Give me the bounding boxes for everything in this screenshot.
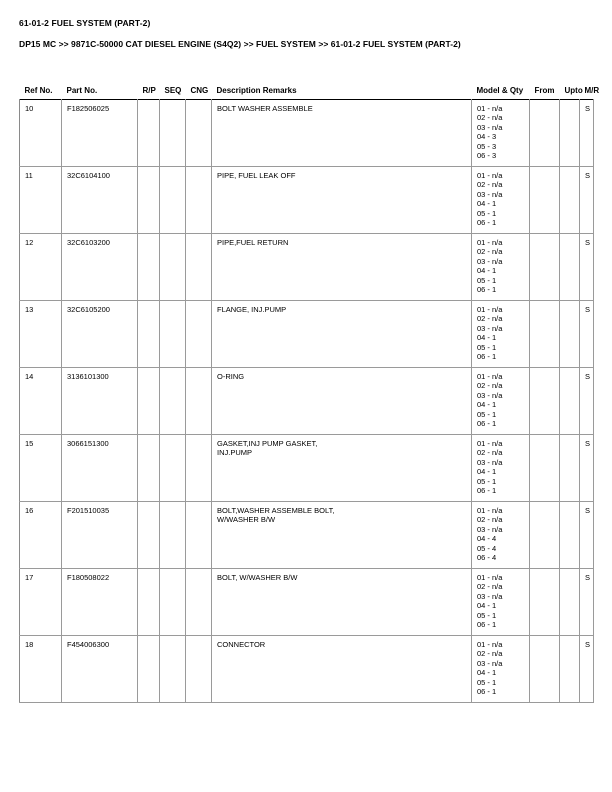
cell-description — [212, 234, 472, 301]
table-header-row — [20, 86, 594, 100]
table-row — [20, 502, 594, 569]
cell-from — [530, 368, 560, 435]
cell-ref-no: 14 — [20, 368, 62, 435]
cell-model-qty-line: 01 - n/a — [477, 506, 503, 515]
cell-description-line: FLANGE, INJ.PUMP — [217, 305, 287, 314]
table-row — [20, 301, 594, 368]
cell-ref-no: 11 — [20, 167, 62, 234]
cell-seq — [160, 368, 186, 435]
cell-model-qty-line: 01 - n/a — [477, 171, 503, 180]
column-header-part-no: Part No. — [66, 86, 98, 95]
column-header-mr: M/R — [584, 86, 600, 95]
cell-description — [212, 502, 472, 569]
cell-upto — [560, 100, 580, 167]
cell-ref-no: 15 — [20, 435, 62, 502]
cell-model-qty-line: 02 - n/a — [477, 381, 503, 391]
cell-cng — [186, 502, 212, 569]
table-body — [20, 100, 594, 703]
cell-part-no: 3136101300 — [62, 368, 138, 435]
cell-part-no: F201510035 — [62, 502, 138, 569]
cell-model-qty-line: 03 - n/a — [477, 189, 503, 199]
column-header-model-qty: Model & Qty — [476, 86, 524, 95]
cell-description — [212, 435, 472, 502]
cell-upto — [560, 435, 580, 502]
cell-description — [212, 100, 472, 167]
cell-model-qty-line: 02 - n/a — [477, 582, 503, 592]
cell-upto — [560, 167, 580, 234]
cell-ref-no: 12 — [20, 234, 62, 301]
cell-model-qty — [472, 100, 530, 167]
cell-model-qty-line: 01 - n/a — [477, 104, 503, 113]
cell-from — [530, 502, 560, 569]
cell-cng — [186, 167, 212, 234]
cell-model-qty — [472, 569, 530, 636]
cell-description-line: PIPE,FUEL RETURN — [217, 238, 289, 247]
cell-model-qty-line: 03 - n/a — [477, 591, 503, 601]
cell-model-qty-line: 04 - 3 — [477, 132, 497, 142]
cell-upto — [560, 636, 580, 703]
cell-model-qty-line: 06 - 1 — [477, 419, 497, 429]
cell-mr: S — [580, 100, 594, 167]
cell-model-qty-line: 02 - n/a — [477, 448, 503, 458]
cell-model-qty — [472, 435, 530, 502]
cell-upto — [560, 502, 580, 569]
page-title: 61-01-2 FUEL SYSTEM (PART-2) — [19, 18, 151, 28]
cell-part-no: 32C6105200 — [62, 301, 138, 368]
cell-part-no: F182506025 — [62, 100, 138, 167]
cell-rp — [138, 234, 160, 301]
cell-model-qty-line: 04 - 1 — [477, 199, 497, 209]
cell-model-qty-line: 06 - 4 — [477, 553, 497, 563]
cell-model-qty-line: 02 - n/a — [477, 113, 503, 123]
cell-model-qty-line: 05 - 1 — [477, 476, 497, 486]
cell-seq — [160, 100, 186, 167]
cell-model-qty — [472, 234, 530, 301]
cell-model-qty — [472, 636, 530, 703]
cell-rp — [138, 435, 160, 502]
cell-rp — [138, 368, 160, 435]
cell-description-line: GASKET,INJ PUMP GASKET, — [217, 439, 318, 448]
cell-description-line: W/WASHER B/W — [217, 515, 276, 525]
cell-from — [530, 301, 560, 368]
table-row — [20, 167, 594, 234]
cell-model-qty-line: 03 - n/a — [477, 457, 503, 467]
cell-part-no: 32C6103200 — [62, 234, 138, 301]
cell-from — [530, 167, 560, 234]
cell-model-qty-line: 06 - 1 — [477, 687, 497, 697]
cell-ref-no: 17 — [20, 569, 62, 636]
cell-rp — [138, 100, 160, 167]
column-header-rp: R/P — [142, 86, 156, 95]
cell-part-no: F454006300 — [62, 636, 138, 703]
cell-description-line: CONNECTOR — [217, 640, 266, 649]
cell-from — [530, 569, 560, 636]
cell-rp — [138, 167, 160, 234]
cell-cng — [186, 100, 212, 167]
cell-seq — [160, 234, 186, 301]
column-header-description: Description Remarks — [216, 86, 297, 95]
cell-model-qty-line: 03 - n/a — [477, 524, 503, 534]
cell-model-qty — [472, 301, 530, 368]
column-header-from: From — [534, 86, 555, 95]
cell-part-no: F180508022 — [62, 569, 138, 636]
cell-description-line: BOLT,WASHER ASSEMBLE BOLT, — [217, 506, 335, 515]
cell-model-qty-line: 03 - n/a — [477, 658, 503, 668]
cell-model-qty-line: 03 - n/a — [477, 256, 503, 266]
cell-cng — [186, 435, 212, 502]
cell-description-line: O-RING — [217, 372, 245, 381]
table-row — [20, 435, 594, 502]
cell-from — [530, 435, 560, 502]
cell-ref-no: 18 — [20, 636, 62, 703]
cell-description — [212, 636, 472, 703]
cell-description-line: BOLT, W/WASHER B/W — [217, 573, 298, 582]
cell-ref-no: 16 — [20, 502, 62, 569]
cell-model-qty-line: 06 - 1 — [477, 352, 497, 362]
cell-seq — [160, 435, 186, 502]
cell-seq — [160, 301, 186, 368]
cell-rp — [138, 502, 160, 569]
cell-mr: S — [580, 636, 594, 703]
table-row — [20, 234, 594, 301]
cell-model-qty-line: 05 - 1 — [477, 409, 497, 419]
cell-model-qty-line: 04 - 1 — [477, 400, 497, 410]
table-row — [20, 569, 594, 636]
cell-description — [212, 368, 472, 435]
cell-cng — [186, 301, 212, 368]
cell-cng — [186, 234, 212, 301]
cell-model-qty — [472, 368, 530, 435]
cell-model-qty-line: 02 - n/a — [477, 247, 503, 257]
cell-model-qty-line: 05 - 1 — [477, 610, 497, 620]
cell-model-qty-line: 04 - 1 — [477, 333, 497, 343]
cell-mr: S — [580, 502, 594, 569]
cell-seq — [160, 502, 186, 569]
column-header-cng: CNG — [190, 86, 209, 95]
cell-seq — [160, 167, 186, 234]
cell-description — [212, 569, 472, 636]
cell-from — [530, 234, 560, 301]
cell-model-qty-line: 06 - 1 — [477, 218, 497, 228]
cell-model-qty — [472, 502, 530, 569]
cell-model-qty-line: 05 - 1 — [477, 677, 497, 687]
cell-rp — [138, 301, 160, 368]
cell-description-line: BOLT WASHER ASSEMBLE — [217, 104, 313, 113]
parts-table — [19, 86, 600, 703]
cell-model-qty-line: 03 - n/a — [477, 390, 503, 400]
cell-model-qty-line: 02 - n/a — [477, 180, 503, 190]
cell-mr: S — [580, 301, 594, 368]
cell-mr: S — [580, 167, 594, 234]
cell-seq — [160, 636, 186, 703]
cell-upto — [560, 234, 580, 301]
cell-cng — [186, 368, 212, 435]
cell-model-qty-line: 05 - 4 — [477, 543, 497, 553]
cell-model-qty-line: 02 - n/a — [477, 649, 503, 659]
cell-model-qty-line: 01 - n/a — [477, 439, 503, 448]
column-header-ref-no: Ref No. — [24, 86, 53, 95]
cell-model-qty-line: 05 - 1 — [477, 275, 497, 285]
cell-mr: S — [580, 234, 594, 301]
cell-upto — [560, 569, 580, 636]
table-row — [20, 100, 594, 167]
cell-model-qty-line: 04 - 1 — [477, 601, 497, 611]
cell-model-qty-line: 05 - 1 — [477, 342, 497, 352]
cell-mr: S — [580, 569, 594, 636]
cell-model-qty-line: 02 - n/a — [477, 515, 503, 525]
cell-model-qty-line: 03 - n/a — [477, 323, 503, 333]
cell-cng — [186, 569, 212, 636]
cell-model-qty-line: 01 - n/a — [477, 305, 503, 314]
cell-from — [530, 100, 560, 167]
column-header-seq: SEQ — [164, 86, 182, 95]
cell-model-qty — [472, 167, 530, 234]
cell-mr: S — [580, 368, 594, 435]
cell-model-qty-line: 03 - n/a — [477, 122, 503, 132]
cell-model-qty-line: 02 - n/a — [477, 314, 503, 324]
cell-upto — [560, 368, 580, 435]
cell-model-qty-line: 04 - 1 — [477, 266, 497, 276]
cell-description-line: PIPE, FUEL LEAK OFF — [217, 171, 296, 180]
cell-description — [212, 301, 472, 368]
cell-model-qty-line: 06 - 1 — [477, 620, 497, 630]
cell-model-qty-line: 06 - 1 — [477, 486, 497, 496]
cell-part-no: 32C6104100 — [62, 167, 138, 234]
table-row — [20, 636, 594, 703]
cell-upto — [560, 301, 580, 368]
cell-description — [212, 167, 472, 234]
cell-rp — [138, 569, 160, 636]
cell-model-qty-line: 01 - n/a — [477, 372, 503, 381]
cell-part-no: 3066151300 — [62, 435, 138, 502]
cell-model-qty-line: 01 - n/a — [477, 640, 503, 649]
cell-model-qty-line: 04 - 1 — [477, 467, 497, 477]
cell-ref-no: 10 — [20, 100, 62, 167]
column-header-upto: Upto — [564, 86, 583, 95]
cell-model-qty-line: 06 - 1 — [477, 285, 497, 295]
cell-model-qty-line: 05 - 1 — [477, 208, 497, 218]
cell-cng — [186, 636, 212, 703]
cell-model-qty-line: 04 - 1 — [477, 668, 497, 678]
cell-description-line: INJ.PUMP — [217, 448, 253, 458]
cell-model-qty-line: 01 - n/a — [477, 573, 503, 582]
cell-mr: S — [580, 435, 594, 502]
cell-model-qty-line: 01 - n/a — [477, 238, 503, 247]
cell-model-qty-line: 05 - 3 — [477, 141, 497, 151]
cell-model-qty-line: 06 - 3 — [477, 151, 497, 161]
cell-seq — [160, 569, 186, 636]
table-header — [20, 86, 600, 100]
cell-model-qty-line: 04 - 4 — [477, 534, 497, 544]
cell-rp — [138, 636, 160, 703]
breadcrumb: DP15 MC >> 9871C-50000 CAT DIESEL ENGINE (S4Q2) >> FUEL SYSTEM >> 61-01-2 FUEL SYSTEM (PART-2) — [19, 39, 461, 49]
table-row — [20, 368, 594, 435]
cell-from — [530, 636, 560, 703]
cell-ref-no: 13 — [20, 301, 62, 368]
